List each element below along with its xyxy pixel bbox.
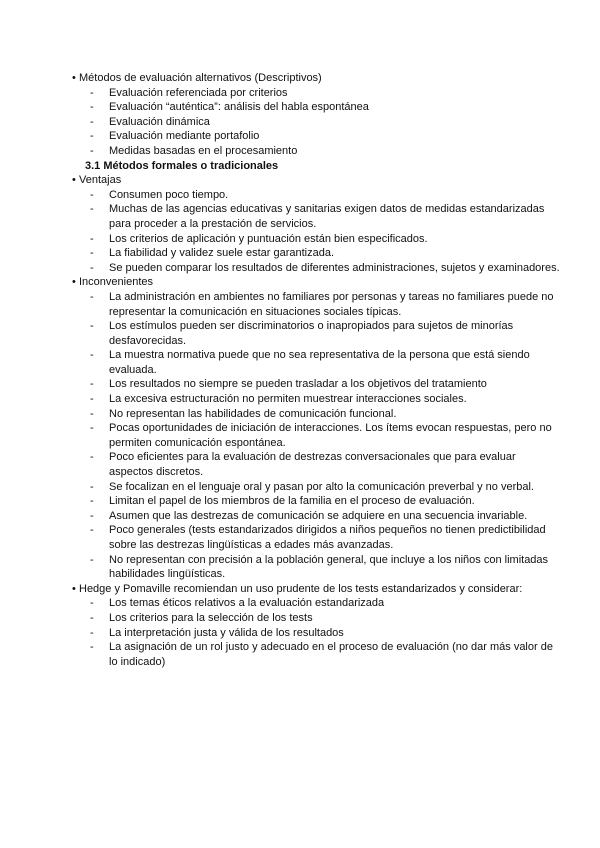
dash-icon: - (90, 130, 94, 143)
list-item-text: Se focalizan en el lenguaje oral y pasan por alto la comunicación preverbal y no verbal. (109, 480, 534, 493)
list-item-text: Evaluación “auténtica”: análisis del habla espontánea (109, 101, 369, 114)
list-item-text: Poco generales (tests estandarizados dirigidos a niños pequeños no tienen predictibilidad sobre las destrezas lingüísticas a edades más avanzadas. (109, 524, 546, 551)
list-item (72, 129, 560, 144)
dash-list (72, 596, 560, 669)
list-item-text: Muchas de las agencias educativas y sanitarias exigen datos de medidas estandarizadas para proceder a la prestación de servicios. (109, 203, 545, 230)
bullet-text: Ventajas (79, 174, 122, 187)
dash-icon: - (90, 349, 94, 362)
list-item-text: La administración en ambientes no familiares por personas y tareas no familiares puede no representar la comunicación en situaciones sociales típicas. (109, 290, 554, 318)
list-item (72, 100, 560, 115)
list-item-text: No representan las habilidades de comunicación funcional. (109, 407, 397, 420)
list-item-text: Evaluación referenciada por criterios (109, 86, 288, 99)
list-item (72, 290, 560, 319)
list-item (72, 348, 560, 377)
dash-icon: - (90, 101, 94, 114)
list-item (72, 611, 560, 626)
dash-icon: - (90, 451, 94, 464)
bullet-icon: • (72, 582, 76, 595)
list-item (72, 202, 560, 231)
list-item (72, 246, 560, 261)
bullet-heading (72, 275, 560, 290)
list-item (72, 86, 560, 101)
dash-icon: - (90, 115, 94, 128)
list-item-text: Los temas éticos relativos a la evaluación estandarizada (109, 597, 385, 610)
bullet-text: Inconvenientes (79, 276, 153, 289)
dash-icon: - (90, 247, 94, 260)
dash-icon: - (90, 626, 94, 639)
dash-icon: - (90, 188, 94, 201)
bullet-icon: • (72, 174, 76, 187)
list-item-text: Los estímulos pueden ser discriminatorios o inapropiados para sujetos de minorías desfavorecidas. (109, 320, 514, 347)
list-item (72, 450, 560, 479)
dash-icon: - (90, 393, 94, 406)
dash-icon: - (90, 597, 94, 610)
dash-icon: - (90, 144, 94, 157)
list-item-text: Limitan el papel de los miembros de la familia en el proceso de evaluación. (109, 495, 475, 508)
bullet-heading (72, 582, 560, 597)
list-item-text: La fiabilidad y validez suele estar garantizada. (109, 247, 335, 260)
bullet-heading (72, 71, 560, 86)
dash-icon: - (90, 553, 94, 566)
list-item-text: No representan con precisión a la población general, que incluye a los niños con limitadas habilidades lingüísticas. (109, 553, 549, 581)
list-item (72, 640, 560, 669)
dash-icon: - (90, 86, 94, 99)
list-item-text: La muestra normativa puede que no sea representativa de la persona que está siendo evaluada. (109, 349, 530, 376)
list-item (72, 509, 560, 524)
list-item (72, 261, 560, 276)
dash-icon: - (90, 495, 94, 508)
list-item-text: Asumen que las destrezas de comunicación se adquiere en una secuencia invariable. (109, 509, 528, 522)
list-item-text: Evaluación dinámica (109, 115, 210, 128)
dash-list (72, 188, 560, 276)
list-item-text: La excesiva estructuración no permiten muestrear interacciones sociales. (109, 393, 467, 406)
list-item (72, 480, 560, 495)
list-item-text: Consumen poco tiempo. (109, 188, 229, 201)
list-item (72, 596, 560, 611)
dash-icon: - (90, 261, 94, 274)
list-item (72, 494, 560, 509)
dash-icon: - (90, 422, 94, 435)
list-item (72, 392, 560, 407)
dash-icon: - (90, 524, 94, 537)
bullet-heading (72, 173, 560, 188)
bullet-text: Hedge y Pomaville recomiendan un uso prudente de los tests estandarizados y considerar: (79, 582, 523, 595)
list-item-text: Evaluación mediante portafolio (109, 130, 260, 143)
list-item (72, 188, 560, 203)
bullet-text: Métodos de evaluación alternativos (Descriptivos) (79, 72, 322, 84)
list-item-text: Pocas oportunidades de iniciación de interacciones. Los ítems evocan respuestas, pero no permiten comunicación espontánea. (109, 422, 552, 449)
dash-icon: - (90, 480, 94, 493)
list-item (72, 523, 560, 552)
bullet-icon: • (72, 276, 76, 289)
list-item (72, 115, 560, 130)
list-item (72, 407, 560, 422)
list-item (72, 553, 560, 582)
list-item (72, 377, 560, 392)
list-item-text: La asignación de un rol justo y adecuado en el proceso de evaluación (no dar más valor de lo indicado) (109, 641, 553, 668)
dash-icon: - (90, 232, 94, 245)
list-item-text: Se pueden comparar los resultados de diferentes administraciones, sujetos y examinadores. (109, 261, 560, 274)
dash-icon: - (90, 641, 94, 654)
dash-icon: - (90, 320, 94, 333)
list-item (72, 319, 560, 348)
list-item-text: Los criterios de aplicación y puntuación están bien especificados. (109, 232, 428, 245)
dash-list (72, 86, 560, 159)
dash-icon: - (90, 509, 94, 522)
bullet-icon: • (72, 72, 76, 84)
dash-icon: - (90, 290, 94, 303)
dash-icon: - (90, 407, 94, 420)
list-item (72, 421, 560, 450)
list-item-text: Los resultados no siempre se pueden trasladar a los objetivos del tratamiento (109, 378, 487, 391)
list-item-text: Poco eficientes para la evaluación de destrezas conversacionales que para evaluar aspectos discretos. (109, 451, 516, 479)
list-item (72, 144, 560, 159)
list-item (72, 232, 560, 247)
list-item-text: Medidas basadas en el procesamiento (109, 144, 298, 157)
dash-icon: - (90, 378, 94, 391)
dash-list (72, 290, 560, 582)
list-item (72, 626, 560, 641)
section-heading: 3.1 Métodos formales o tradicionales (85, 159, 279, 172)
dash-icon: - (90, 611, 94, 624)
list-item-text: Los criterios para la selección de los tests (109, 611, 313, 624)
list-item-text: La interpretación justa y válida de los resultados (109, 626, 344, 639)
dash-icon: - (90, 203, 94, 216)
